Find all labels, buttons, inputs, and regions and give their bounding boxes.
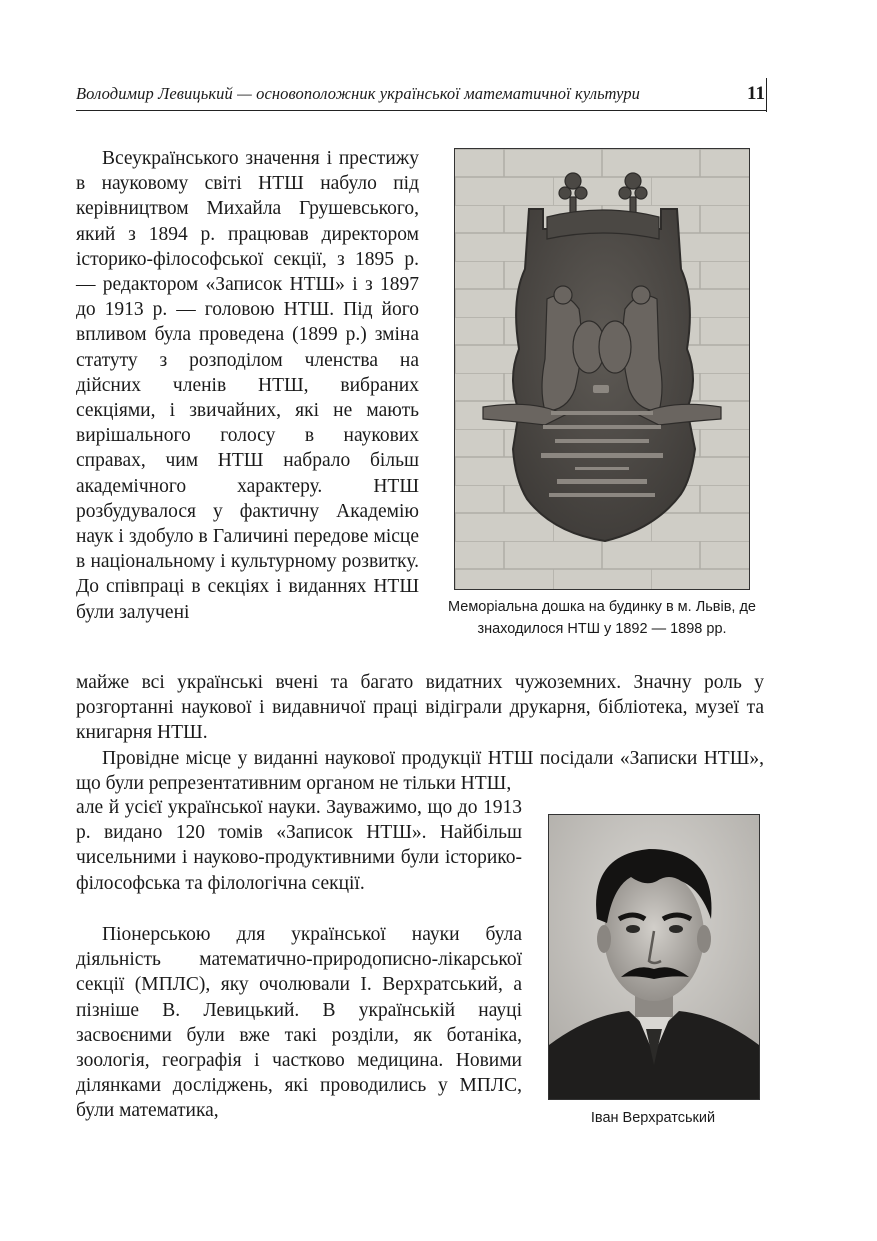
header-rule [76,110,728,111]
portrait-caption: Іван Верхратський [590,1110,716,1126]
paragraph-continuation: майже всі українські вчені та багато видатних чужоземних. Значну роль у розгортанні наукової і видавничої праці відіграли друкарня, бібліотека, музеї та книгарня НТШ. [76,672,764,744]
page-number: 11 [747,83,765,104]
paragraph-zapysky-continued: але й усієї української науки. Зауважимо, що до 1913 р. видано 120 томів «Записок НТШ». Найбільш чисельними і науково-продуктивними були історико-філософська та філологічна секції. [76,797,522,894]
paragraph-hrushevsky: Всеукраїнського значення і престижу в науковому світі НТШ набуло під керівництвом Михайла Грушевського, який з 1894 р. працював директором історико-філософської секції, з 1895 р. — редактором «Записок НТШ» і з 1897 до 1913 р. — головою НТШ. Під його впливом була проведена (1899 р.) зміна статуту з розподілом членства на дійсних членів НТШ, вибраних секціями, і звичайних, які не мають вирішального голосу в наукових справах, чим НТШ набрало більш академічного характеру. НТШ розбудувалося у фактичну Академію наук і здобуло в Галичині передове місце в національному і культурному розвитку. До співпраці в секціях і виданнях НТШ були залучені [76,148,419,623]
memorial-plaque-photo [454,148,750,590]
paragraph-zapysky: Провідне місце у виданні наукової продукції НТШ посідали «Записки НТШ», що були репрезентативним органом не тільки НТШ, [76,748,764,795]
portrait-photo [548,814,760,1100]
paragraph-mpls: Піонерською для української науки була діяльність математично-природописно-лікарської секції (МПЛС), яку очолювали І. Верхратський, а пізніше В. Левицький. В українській науці засвоєними були вже такі розділи, як ботаніка, зоологія, географія і частково медицина. Новими ділянками досліджень, які проводились у МПЛС, були математика, [76,924,522,1122]
running-title: Володимир Левицький — основоположник української математичної культури [76,84,641,103]
running-header [76,82,766,112]
page-number-box-bottom [728,110,766,111]
plaque-caption: Меморіальна дошка на будинку в м. Львів, де знаходилося НТШ у 1892 — 1898 рр. [448,599,756,637]
